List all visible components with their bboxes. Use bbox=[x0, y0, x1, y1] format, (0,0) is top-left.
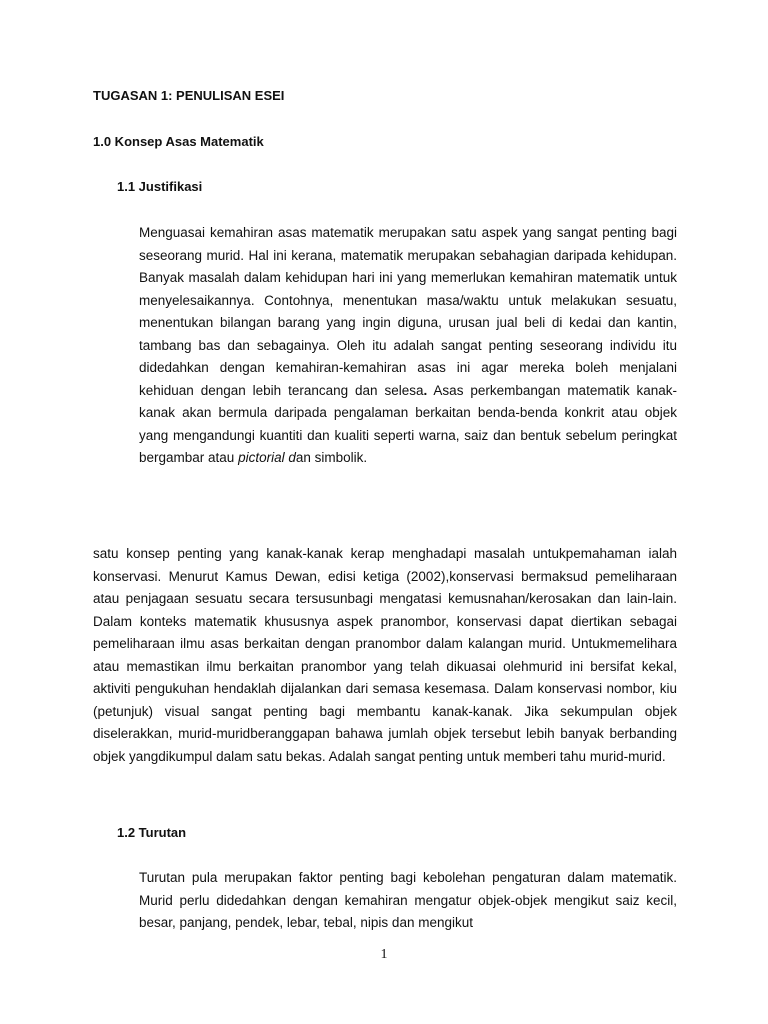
section-heading-1-0: 1.0 Konsep Asas Matematik bbox=[93, 134, 264, 149]
paragraph-text: Menguasai kemahiran asas matematik merupakan satu aspek yang sangat penting bagi seseorang murid. Hal ini kerana, matematik merupakan sebahagian daripada kehidupan. Banyak masalah dalam kehidupan hari ini yang memerlukan kemahiran matematik untuk menyelesaikannya. Contohnya, menentukan masa/waktu untuk melakukan sesuatu, menentukan bilangan barang yang ingin diguna, urusan jual beli di kedai dan kantin, tambang bas dan sebagainya. Oleh itu adalah sangat penting seseorang individu itu didedahkan dengan kemahiran-kemahiran asas ini agar mereka boleh menjalani kehiduan dengan lebih terancang dan selesa bbox=[139, 225, 677, 398]
section-heading-1-1: 1.1 Justifikasi bbox=[117, 179, 203, 194]
paragraph-turutan: Turutan pula merupakan faktor penting bagi kebolehan pengaturan dalam matematik. Murid perlu didedahkan dengan kemahiran mengatur objek-objek mengikut saiz kecil, besar, panjang, pendek, lebar, tebal, nipis dan mengikut bbox=[139, 870, 677, 930]
paragraph-justifikasi bbox=[139, 222, 677, 470]
page-number: 1 bbox=[380, 947, 388, 962]
bold-period: . bbox=[423, 382, 428, 398]
paragraph-konservasi: satu konsep penting yang kanak-kanak kerap menghadapi masalah untukpemahaman ialah konservasi. Menurut Kamus Dewan, edisi ketiga (2002),konservasi bermaksud pemeliharaan atau penjagaan sesuatu secara tersusunbagi mengatasi kemusnahan/kerosakan dan lain-lain. Dalam konteks matematik khususnya aspek pranombor, konservasi dapat diertikan sebagai pemeliharaan ilmu asas berkaitan dengan pranombor dalam kalangan murid. Untukmemelihara atau memastikan ilmu berkaitan pranombor yang telah dikuasai olehmurid ini bersifat kekal, aktiviti pengukuhan hendaklah dijalankan dari semasa kesemasa. Dalam konservasi nombor, kiu (petunjuk) visual sangat penting bagi membantu kanak-kanak. Jika sekumpulan objek diselerakkan, murid-muridberanggapan bahawa jumlah objek tersebut lebih banyak berbanding objek yangdikumpul dalam satu bekas. Adalah sangat penting untuk memberi tahu murid-murid. bbox=[93, 546, 677, 764]
document-title: TUGASAN 1: PENULISAN ESEI bbox=[93, 88, 285, 103]
paragraph-text: an simbolik. bbox=[295, 450, 368, 465]
section-heading-1-2: 1.2 Turutan bbox=[117, 825, 187, 840]
paragraph-text: Asas perkembangan matematik kanak-kanak akan bermula daripada pengalaman berkaitan benda-benda konkrit atau objek yang mengandungi kuantiti dan kualiti seperti warna, saiz dan bentuk sebelum peringkat bergambar atau bbox=[139, 382, 678, 465]
italic-term: pictorial d bbox=[238, 450, 296, 465]
